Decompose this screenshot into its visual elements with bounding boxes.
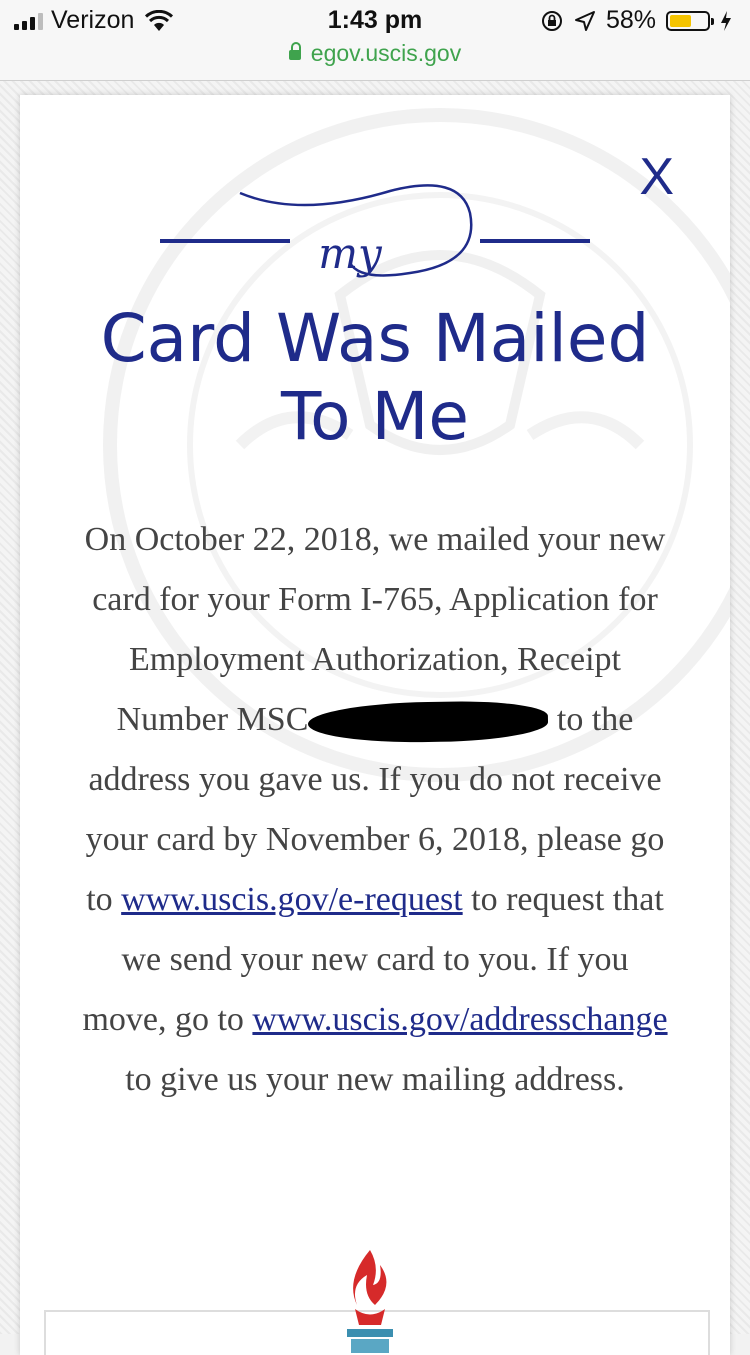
redacted-receipt (308, 700, 549, 744)
close-icon[interactable]: X (639, 148, 674, 206)
status-message: On October 22, 2018, we mailed your new card for your Form I-765, Application for Employment Authorization, Receipt Number MSC to the address you gave us. If you do not receive your card by November 6, 2018, please go to www.uscis.gov/e-request to request that we send your new card to you. If you move, go to www.uscis.gov/addresschange to give us your new mailing address. (82, 521, 668, 1098)
battery-icon (666, 11, 710, 31)
my-uscis-logo (150, 173, 600, 313)
charging-icon (720, 10, 732, 32)
location-arrow-icon (574, 10, 596, 32)
torch-icon (335, 1245, 405, 1355)
status-right (540, 6, 732, 35)
e-request-link[interactable]: www.uscis.gov/e-request (121, 881, 463, 918)
lock-rotation-icon (540, 9, 564, 33)
page-title: Card Was Mailed To Me (100, 300, 650, 455)
address-change-link[interactable]: www.uscis.gov/addresschange (252, 1001, 668, 1038)
url-text: egov.uscis.gov (310, 40, 462, 66)
status-modal (20, 95, 730, 1355)
clock: 1:43 pm (327, 6, 423, 34)
status-bar (0, 0, 750, 81)
receipt-prefix: MSC (236, 701, 309, 738)
address-bar[interactable] (0, 40, 750, 67)
carrier-name: Verizon (51, 6, 135, 34)
battery-percent: 58% (605, 6, 656, 34)
padlock-icon (289, 50, 301, 60)
svg-text:my: my (318, 229, 382, 278)
